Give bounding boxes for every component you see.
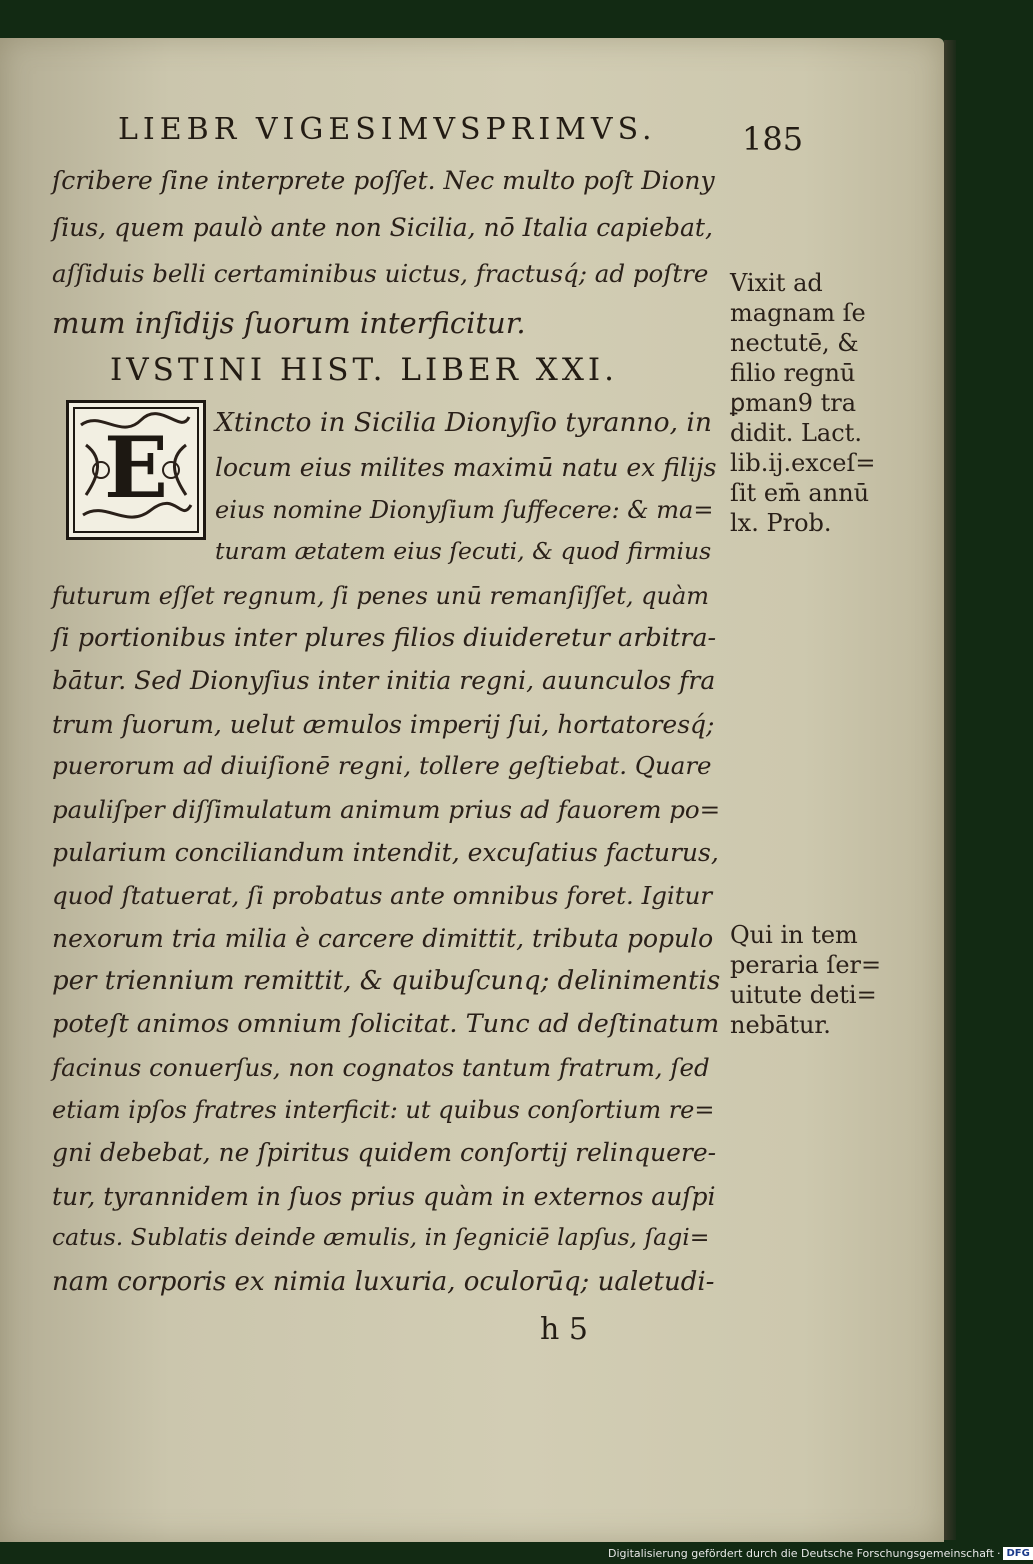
text-line: poteſt animos omnium ſolicitat. Tunc ad deſtinatum xyxy=(52,1009,720,1039)
text-line: nam corporis ex nimia luxuria, oculorūq; ualetudi- xyxy=(52,1267,715,1297)
text-line: gni debebat, ne ſpiritus quidem conſortij relinquere- xyxy=(52,1138,717,1167)
text-line: facinus conuerſus, non cognatos tantum fratrum, ſed xyxy=(52,1053,710,1082)
text-line: catus. Sublatis deinde æmulis, in ſegniciē lapſus, ſagi= xyxy=(52,1223,710,1251)
text-line: nexorum tria milia è carcere dimittit, tributa populo xyxy=(52,924,714,953)
digitization-credit: Digitalisierung gefördert durch die Deutsche Forschungsgemeinschaft · DFG xyxy=(608,1545,998,1561)
ornament-icon xyxy=(71,405,201,535)
decorated-initial-letter xyxy=(66,400,206,540)
text-line: turam ætatem eius ſecuti, & quod firmius xyxy=(215,537,712,565)
text-line: locum eius milites maximū natu ex filijs xyxy=(215,453,717,482)
text-line: mum inſidijs ſuorum interficitur. xyxy=(52,306,526,340)
signature-mark: h 5 xyxy=(540,1312,588,1347)
page-edge-shadow xyxy=(944,40,956,1540)
book-heading: IVSTINI HIST. LIBER XXI. xyxy=(110,352,619,388)
text-line: trum ſuorum, uelut æmulos imperij ſui, hortatoresq́; xyxy=(52,710,715,739)
text-line: pauliſper diſſimulatum animum prius ad fauorem po= xyxy=(52,795,721,824)
text-line: aſſiduis belli certaminibus uictus, fractusq́; ad poſtre xyxy=(52,259,709,288)
running-head: LIEBR VIGESIMVSPRIMVS. xyxy=(118,112,657,147)
text-line: tur, tyrannidem in ſuos prius quàm in externos auſpi xyxy=(52,1182,716,1211)
text-line: futurum eſſet regnum, ſi penes unū remanſiſſet, quàm xyxy=(52,582,710,610)
text-line: ſcribere ſine interprete poſſet. Nec multo poſt Diony xyxy=(52,166,715,195)
text-line: Xtincto in Sicilia Dionyſio tyranno, in xyxy=(215,407,712,438)
margin-note: Qui in tem peraria ſer= uitute deti= nebātur. xyxy=(730,921,882,1039)
credit-text: Digitalisierung gefördert durch die Deutsche Forschungsgemeinschaft xyxy=(608,1546,994,1560)
text-line: bātur. Sed Dionyſius inter initia regni, auunculos fra xyxy=(52,666,716,695)
initial-letter-glyph: E xyxy=(103,418,169,517)
text-line: etiam ipſos fratres interficit: ut quibus conſortium re= xyxy=(52,1096,715,1124)
text-line: per triennium remittit, & quibuſcunq; delinimentis xyxy=(52,966,721,996)
text-line: eius nomine Dionyſium ſuffecere: & ma= xyxy=(215,496,714,524)
margin-note: Vixit ad magnam ſe nectutē, & filio regnū ꝑman9 tra didit. Lact. lib.ij.exceſ= ſit em̄ annū lx. Prob. xyxy=(730,269,876,537)
text-line: ſius, quem paulò ante non Sicilia, nō Italia capiebat, xyxy=(52,213,713,242)
text-line: pularium conciliandum intendit, excuſatius facturus, xyxy=(52,838,719,867)
text-line: puerorum ad diuiſionē regni, tollere geſtiebat. Quare xyxy=(52,751,712,780)
page-number: 185 xyxy=(742,120,804,158)
dfg-logo: DFG xyxy=(1003,1547,1032,1560)
text-line: quod ſtatuerat, ſi probatus ante omnibus foret. Igitur xyxy=(52,881,713,910)
text-line: ſi portionibus inter plures filios diuideretur arbitra- xyxy=(52,623,717,653)
